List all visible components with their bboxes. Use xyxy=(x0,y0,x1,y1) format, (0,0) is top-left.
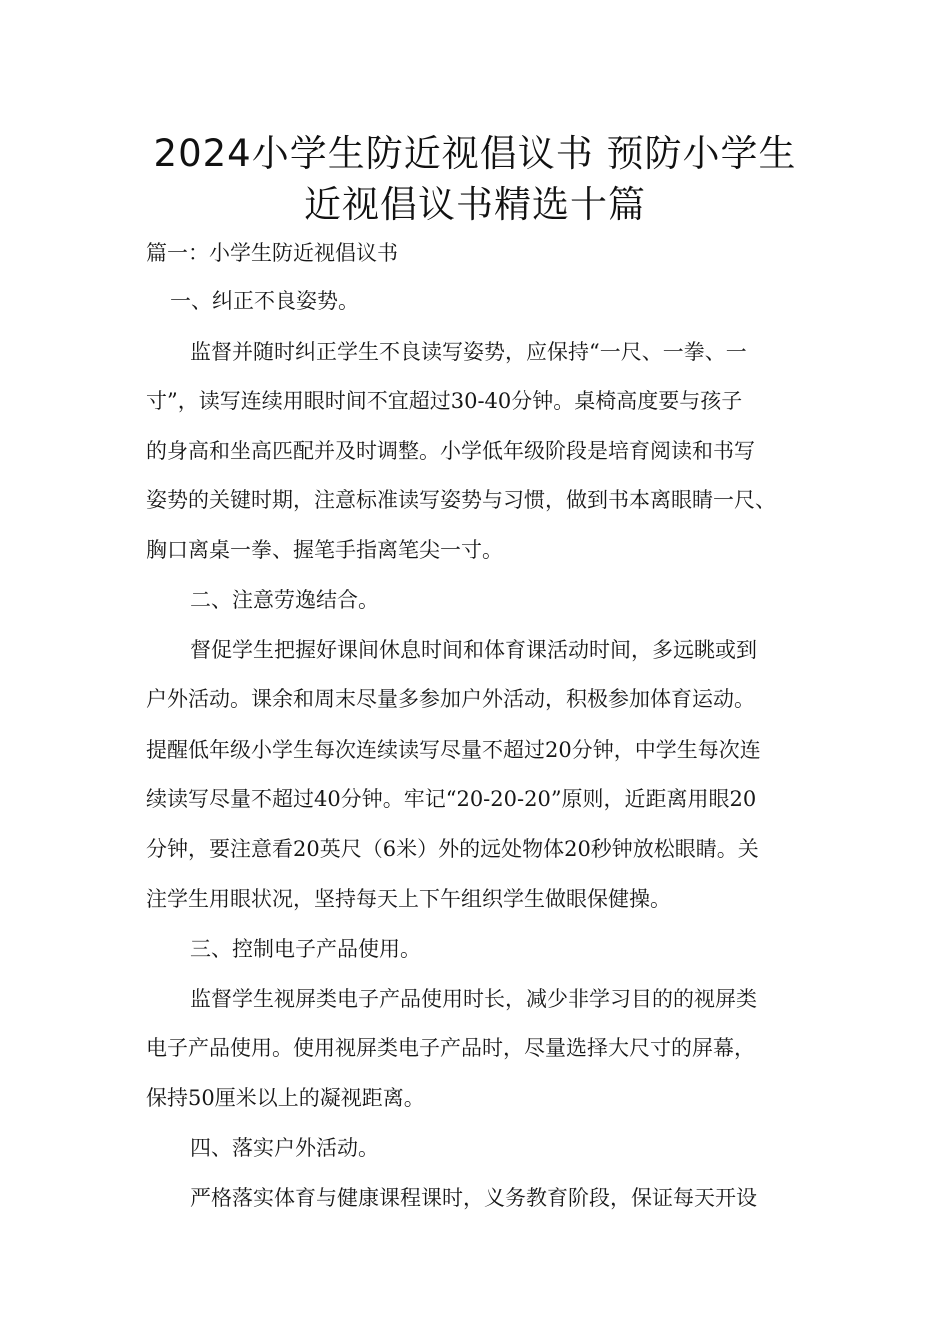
subheading: 四、落实户外活动。 xyxy=(190,1136,379,1160)
paragraph-line: 分钟，要注意看20英尺（6米）外的远处物体20秒钟放松眼睛。关 xyxy=(146,837,759,861)
paragraph-line: 胸口离桌一拳、握笔手指离笔尖一寸。 xyxy=(146,538,503,562)
subheading: 一、纠正不良姿势。 xyxy=(170,289,359,313)
paragraph-line: 督促学生把握好课间休息时间和体育课活动时间，多远眺或到 xyxy=(190,638,757,662)
paragraph-line: 监督并随时纠正学生不良读写姿势，应保持“一尺、一拳、一 xyxy=(190,340,747,364)
paragraph-line: 的身高和坐高匹配并及时调整。小学低年级阶段是培育阅读和书写 xyxy=(146,439,755,463)
document-title-line-2: 近视倡议书精选十篇 xyxy=(304,183,646,226)
paragraph-line: 保持50厘米以上的凝视距离。 xyxy=(146,1086,425,1110)
paragraph-line: 提醒低年级小学生每次连续读写尽量不超过20分钟，中学生每次连 xyxy=(146,738,761,762)
document-title-line-1: 2024小学生防近视倡议书 预防小学生 xyxy=(153,132,797,175)
paragraph-line: 寸”，读写连续用眼时间不宜超过30-40分钟。桌椅高度要与孩子 xyxy=(146,389,743,413)
paragraph-line: 注学生用眼状况，坚持每天上下午组织学生做眼保健操。 xyxy=(146,887,671,911)
subheading: 三、控制电子产品使用。 xyxy=(190,937,421,961)
paragraph-line: 严格落实体育与健康课程课时，义务教育阶段，保证每天开设 xyxy=(190,1186,757,1210)
paragraph-line: 监督学生视屏类电子产品使用时长，减少非学习目的的视屏类 xyxy=(190,987,757,1011)
paragraph-line: 续读写尽量不超过40分钟。牢记“20-20-20”原则，近距离用眼20 xyxy=(146,787,757,811)
subheading: 二、注意劳逸结合。 xyxy=(190,588,379,612)
paragraph-line: 户外活动。课余和周末尽量多参加户外活动，积极参加体育运动。 xyxy=(146,687,755,711)
section-heading: 篇一：小学生防近视倡议书 xyxy=(146,241,398,265)
paragraph-line: 姿势的关键时期，注意标准读写姿势与习惯，做到书本离眼睛一尺、 xyxy=(146,488,776,512)
paragraph-line: 电子产品使用。使用视屏类电子产品时，尽量选择大尺寸的屏幕， xyxy=(146,1036,755,1060)
